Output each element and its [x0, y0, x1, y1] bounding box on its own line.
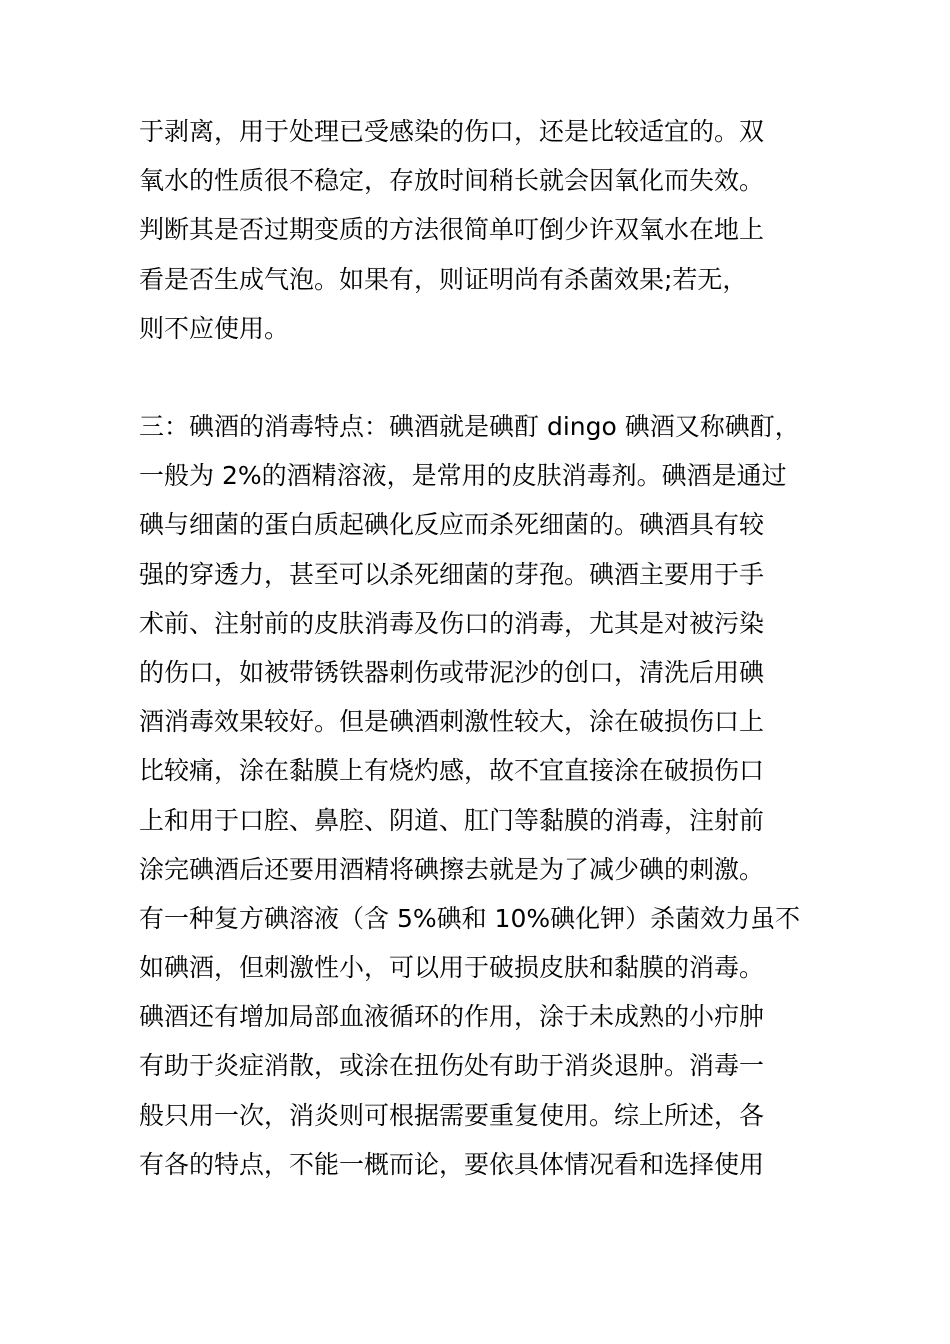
text-line: 般只用一次，消炎则可根据需要重复使用。综上所述，各	[139, 1100, 765, 1130]
text-line: 术前、注射前的皮肤消毒及伤口的消毒，尤其是对被污染	[139, 608, 765, 638]
text-line: 碘酒还有增加局部血液循环的作用，涂于未成熟的小疖肿	[139, 1002, 765, 1032]
text-line: 有助于炎症消散，或涂在扭伤处有助于消炎退肿。消毒一	[139, 1051, 765, 1081]
paragraph-iodine-tincture	[139, 402, 819, 1189]
text-line: 酒消毒效果较好。但是碘酒刺激性较大，涂在破损伤口上	[139, 707, 765, 737]
text-line: 上和用于口腔、鼻腔、阴道、肛门等黏膜的消毒，注射前	[139, 805, 765, 835]
text-line: 比较痛，涂在黏膜上有烧灼感，故不宜直接涂在破损伤口	[139, 756, 765, 786]
text-line: 看是否生成气泡。如果有，则证明尚有杀菌效果;若无，	[139, 264, 748, 294]
text-line: 于剥离，用于处理已受感染的伤口，还是比较适宜的。双	[139, 117, 765, 146]
text-line: 有各的特点，不能一概而论，要依具体情况看和选择使用	[139, 1149, 765, 1179]
text-line: 一般为 2%的酒精溶液，是常用的皮肤消毒剂。碘酒是通过	[139, 461, 787, 491]
text-line: 判断其是否过期变质的方法很简单叮倒少许双氧水在地上	[139, 215, 765, 245]
text-line: 如碘酒，但刺激性小，可以用于破损皮肤和黏膜的消毒。	[139, 953, 765, 983]
text-line: 则不应使用。	[139, 313, 290, 343]
paragraph-hydrogen-peroxide	[139, 107, 819, 353]
text-line: 的伤口，如被带锈铁器刺伤或带泥沙的创口，清洗后用碘	[139, 657, 765, 687]
text-line: 涂完碘酒后还要用酒精将碘擦去就是为了减少碘的刺激。	[139, 854, 765, 884]
text-line: 有一种复方碘溶液（含 5%碘和 10%碘化钾）杀菌效力虽不	[139, 903, 801, 933]
section-heading-line: 三：碘酒的消毒特点：碘酒就是碘酊 dingo 碘酒又称碘酊，	[139, 412, 800, 441]
text-line: 碘与细菌的蛋白质起碘化反应而杀死细菌的。碘酒具有较	[139, 510, 765, 540]
text-line: 氧水的性质很不稳定，存放时间稍长就会因氧化而失效。	[139, 166, 765, 196]
text-line: 强的穿透力，甚至可以杀死细菌的芽孢。碘酒主要用于手	[139, 559, 765, 589]
